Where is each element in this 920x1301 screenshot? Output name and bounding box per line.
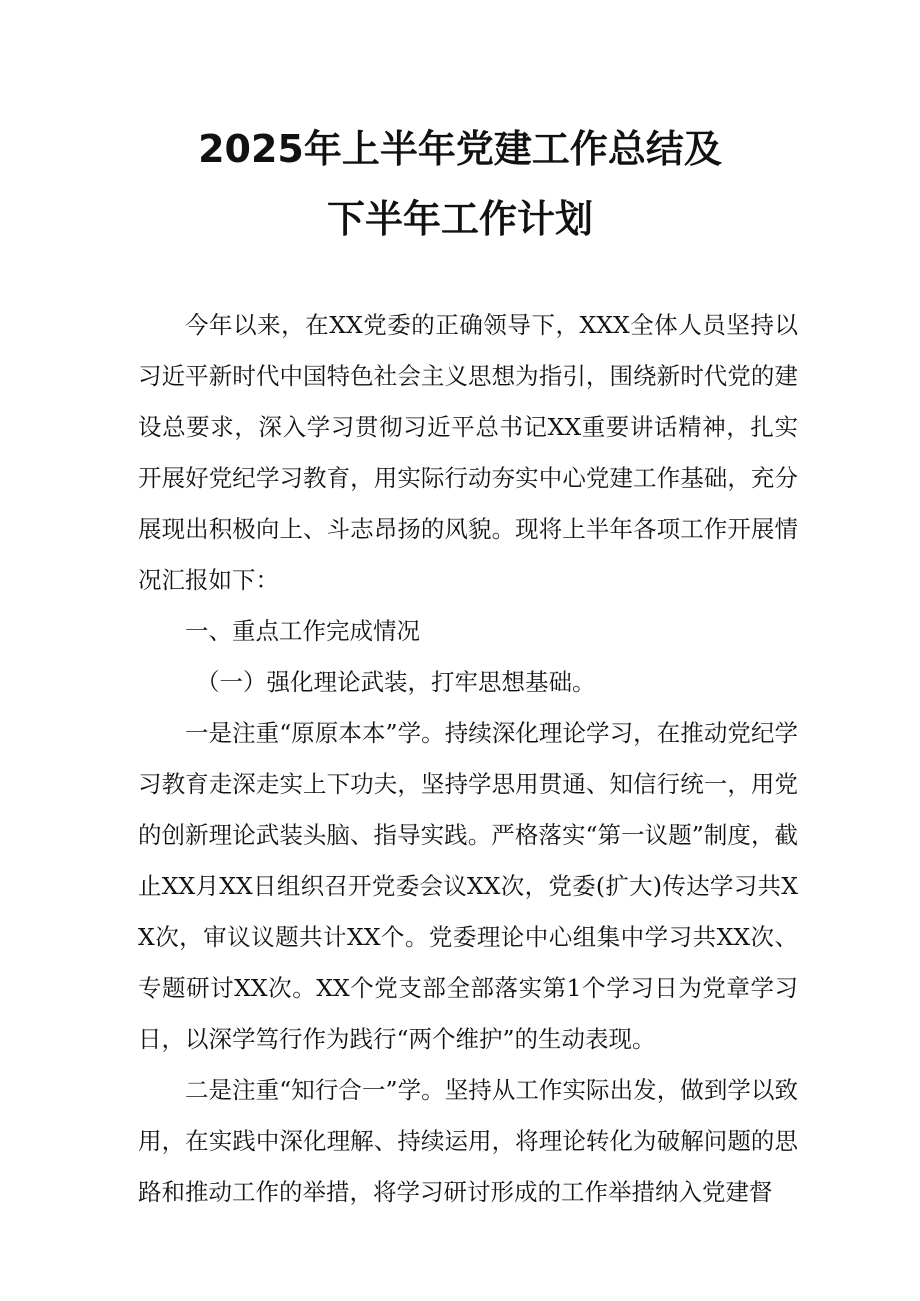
document-body — [138, 300, 798, 1218]
paragraph-original-study: 一是注重“原原本本”学。持续深化理论学习，在推动党纪学习教育走深走实上下功夫，坚持学思用贯通、知信行统一，用党的创新理论武装头脑、指导实践。严格落实“第一议题”制度，截止XX月XX日组织召开党委会议XX次，党委(扩大)传达学习共XX次，审议议题共计XX个。党委理论中心组集中学习共XX次、专题研讨XX次。XX个党支部全部落实第1个学习日为党章学习日，以深学笃行作为践行“两个维护”的生动表现。 — [138, 719, 798, 1053]
document-title-line-1: 2025年上半年党建工作总结及 — [198, 127, 722, 171]
section-heading-key-work: 一、重点工作完成情况 — [185, 617, 420, 645]
subsection-heading-theory: （一）强化理论武装，打牢思想基础。 — [196, 668, 596, 696]
paragraph-unity-study: 二是注重“知行合一”学。坚持从工作实际出发，做到学以致用，在实践中深化理解、持续运用，将理论转化为破解问题的思路和推动工作的举措，将学习研讨形成的工作举措纳入党建督 — [138, 1076, 798, 1206]
intro-paragraph: 今年以来，在XX党委的正确领导下，XXX全体人员坚持以习近平新时代中国特色社会主义思想为指引，围绕新时代党的建设总要求，深入学习贯彻习近平总书记XX重要讲话精神，扎实开展好党纪学习教育，用实际行动夯实中心党建工作基础，充分展现出积极向上、斗志昂扬的风貌。现将上半年各项工作开展情况汇报如下： — [138, 311, 798, 594]
document-title-line-2: 下半年工作计划 — [326, 197, 593, 241]
